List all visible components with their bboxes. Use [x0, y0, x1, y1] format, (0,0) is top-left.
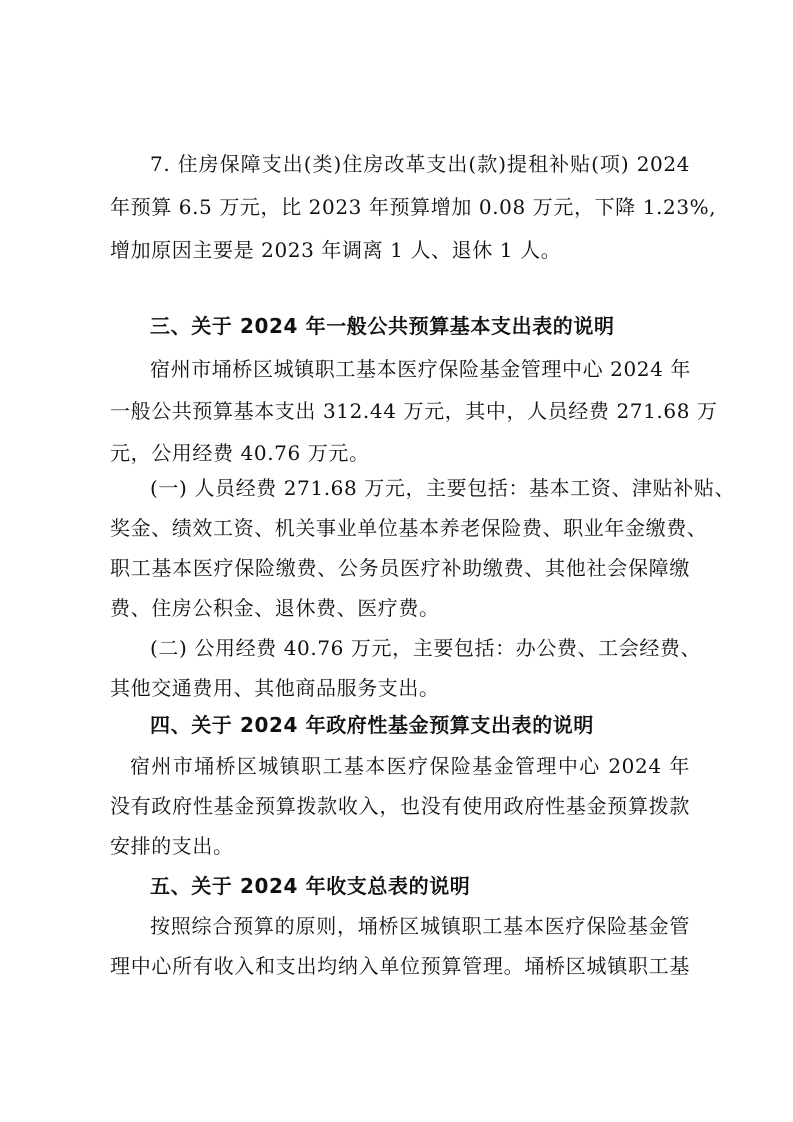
paragraph-line: 安排的支出。 [110, 834, 234, 858]
paragraph-line: 奖金、绩效工资、机关事业单位基本养老保险费、职业年金缴费、 [110, 516, 708, 540]
paragraph-line: 宿州市埇桥区城镇职工基本医疗保险基金管理中心 2024 年 [150, 357, 692, 381]
paragraph-line: 年预算 6.5 万元，比 2023 年预算增加 0.08 万元，下降 1.23%, [110, 195, 717, 219]
paragraph-line: 费、住房公积金、退休费、医疗费。 [110, 596, 440, 620]
paragraph-line: 元，公用经费 40.76 万元。 [110, 441, 370, 465]
section-heading: 四、关于 2024 年政府性基金预算支出表的说明 [150, 713, 594, 737]
paragraph-line: 宿州市埇桥区城镇职工基本医疗保险基金管理中心 2024 年 [130, 754, 690, 778]
paragraph-line: 增加原因主要是 2023 年调离 1 人、退休 1 人。 [110, 238, 562, 262]
paragraph-line: 职工基本医疗保险缴费、公务员医疗补助缴费、其他社会保障缴 [110, 556, 690, 580]
paragraph-line: 7. 住房保障支出(类)住房改革支出(款)提租补贴(项) 2024 [150, 152, 690, 176]
section-heading: 三、关于 2024 年一般公共预算基本支出表的说明 [150, 314, 615, 338]
paragraph-line: 没有政府性基金预算拨款收入，也没有使用政府性基金预算拨款 [110, 794, 690, 818]
paragraph-line: 其他交通费用、其他商品服务支出。 [110, 676, 440, 700]
paragraph-line: 理中心所有收入和支出均纳入单位预算管理。埇桥区城镇职工基 [110, 954, 690, 978]
paragraph-line: (二) 公用经费 40.76 万元，主要包括：办公费、工会经费、 [150, 636, 702, 660]
paragraph-line: (一) 人员经费 271.68 万元，主要包括：基本工资、津贴补贴、 [150, 476, 736, 500]
section-heading: 五、关于 2024 年收支总表的说明 [150, 874, 471, 898]
paragraph-line: 按照综合预算的原则，埇桥区城镇职工基本医疗保险基金管 [150, 914, 690, 938]
paragraph-line: 一般公共预算基本支出 312.44 万元，其中，人员经费 271.68 万 [110, 399, 718, 423]
